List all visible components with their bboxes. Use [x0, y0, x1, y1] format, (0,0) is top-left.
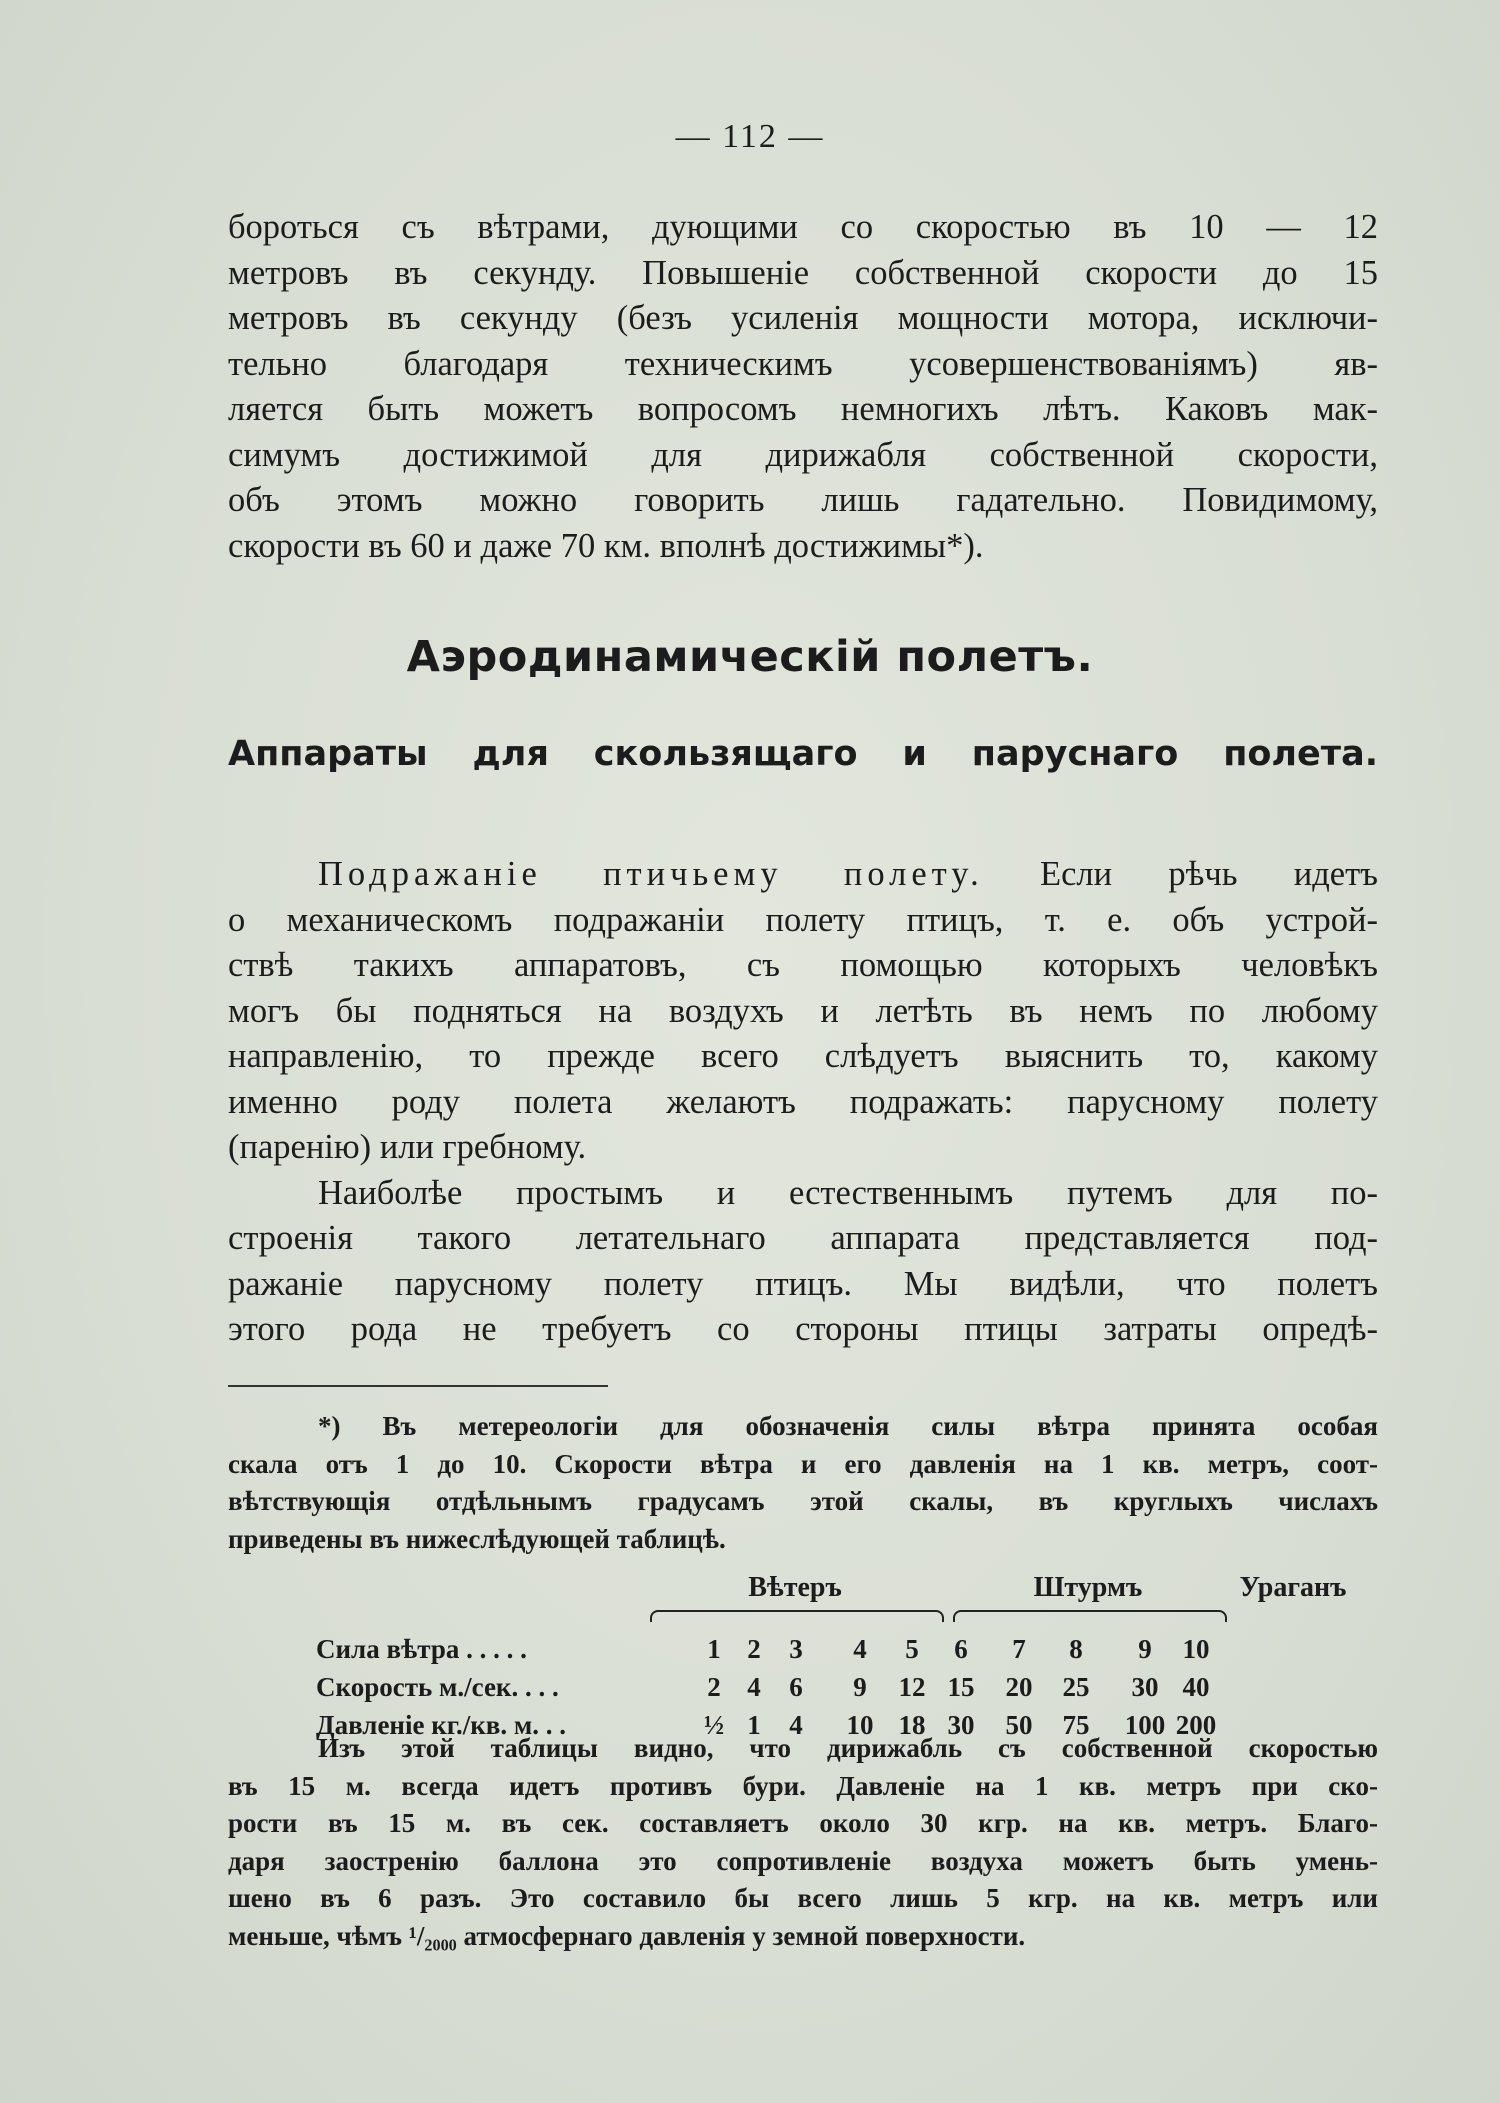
table-cell: ½ [703, 1710, 725, 1740]
table-group-header-storm: Штурмъ [1033, 1572, 1143, 1603]
table-cell: 20 [1005, 1672, 1033, 1702]
table-cell: 75 [1062, 1710, 1090, 1740]
paragraph-1 [228, 205, 1378, 569]
table-cell: 1 [747, 1710, 761, 1740]
footnote-line: меньше, чѣмъ ¹/₂₀₀₀ атмосфернаго давленія у земной поверхности. [228, 1920, 1026, 1951]
table-cell: 10 [846, 1710, 874, 1740]
paragraph-1-line: метровъ въ секунду (безъ усиленія мощности мотора, исключи- [228, 299, 1378, 337]
table-cell: 50 [1005, 1710, 1033, 1740]
wind-scale-table [228, 1572, 1378, 1740]
table-row [316, 1672, 1378, 1708]
section-heading: Аэродинамическій полетъ. [406, 632, 1094, 682]
table-cell: 2 [707, 1672, 721, 1702]
paragraph-1-line: объ этомъ можно говорить лишь гадательно. Повидимому, [228, 481, 1378, 519]
paragraph-1-line: тельно благодаря техническимъ усовершенствованіямъ) яв- [228, 344, 1378, 383]
paragraph-3-line: строенія такого летательнаго аппарата представляется под- [228, 1219, 1378, 1257]
paragraph-3-line: Наиболѣе простымъ и естественнымъ путемъ для по- [318, 1173, 1378, 1212]
paragraph-1-line: бороться съ вѣтрами, дующими со скоростью въ 10 — 12 [228, 208, 1378, 246]
paragraph-3-line: ражаніе парусному полету птицъ. Мы видѣли, что полетъ [228, 1264, 1378, 1303]
table-cell: 15 [947, 1672, 975, 1702]
table-cell: 4 [853, 1634, 867, 1664]
paragraph-1-line: ляется быть можетъ вопросомъ немногихъ лѣтъ. Каковъ мак- [228, 390, 1378, 428]
spaced-phrase: Подражаніе птичьему полету. [318, 855, 984, 893]
paragraph-1-line: симумъ достижимой для дирижабля собственной скорости, [228, 435, 1378, 474]
table-cell: 12 [898, 1672, 926, 1702]
table-cell: 8 [1069, 1634, 1083, 1664]
table-cell: 4 [747, 1672, 761, 1702]
footnote-line: даря заостренію баллона это сопротивленіе воздуха можетъ быть умень- [228, 1845, 1378, 1876]
table-cell: 25 [1062, 1672, 1090, 1702]
table-cell: 30 [947, 1710, 975, 1740]
table-row [316, 1634, 1378, 1670]
paragraph-2 [228, 852, 1378, 1171]
table-cell: 9 [853, 1672, 867, 1702]
footnote-line: Изъ этой таблицы видно, что дирижабль съ собственной скоростью [318, 1733, 1378, 1763]
footnote-continued [228, 1730, 1378, 1955]
paragraph-3 [228, 1171, 1378, 1353]
footnote-line: вѣтствующія отдѣльнымъ градусамъ этой скалы, въ круглыхъ числахъ [228, 1486, 1378, 1516]
table-cell: 10 [1182, 1634, 1210, 1664]
paragraph-2-first-line [228, 852, 1378, 898]
table-cell: 200 [1175, 1710, 1217, 1740]
footnote-line: въ 15 м. всегда идетъ противъ бури. Давленіе на 1 кв. метръ при ско- [228, 1770, 1378, 1801]
table-cell: 30 [1131, 1672, 1159, 1702]
body-text [228, 852, 1378, 1353]
paragraph-2-line: ствѣ такихъ аппаратовъ, съ помощью которыхъ человѣкъ [228, 946, 1378, 984]
table-cell: 40 [1182, 1672, 1210, 1702]
table-row-label: Давленіе кг./кв. м. . . [316, 1710, 567, 1740]
table-group-brace-storm [953, 1610, 1227, 1622]
paragraph-1-line: скорости въ 60 и даже 70 км. вполнѣ достижимы*). [228, 526, 984, 565]
table-cell: 18 [898, 1710, 926, 1740]
table-group-header-hurricane: Ураганъ [1239, 1572, 1347, 1603]
footnote-line: скала отъ 1 до 10. Скорости вѣтра и его давленія на 1 кв. метръ, соот- [228, 1448, 1378, 1479]
table-cell: 100 [1124, 1710, 1166, 1740]
paragraph-2-line: о механическомъ подражаніи полету птицъ, т. е. объ устрой- [228, 900, 1378, 939]
table-group-brace-wind [650, 1610, 944, 1622]
footnote-line: приведены въ нижеслѣдующей таблицѣ. [228, 1523, 726, 1554]
footnote-divider [228, 1385, 608, 1387]
paragraph-3-line: этого рода не требуетъ со стороны птицы затраты опредѣ- [228, 1310, 1378, 1348]
table-cell: 2 [747, 1634, 761, 1664]
subsection-heading: Аппараты для скользящаго и паруснаго полета. [228, 734, 1378, 774]
table-cell: 6 [954, 1634, 968, 1664]
footnote-line: шено въ 6 разъ. Это составило бы всего лишь 5 кгр. на кв. метръ или [228, 1883, 1378, 1913]
table-group-header-wind: Вѣтеръ [748, 1572, 842, 1603]
table-cell: 6 [789, 1672, 803, 1702]
footnote [228, 1408, 1378, 1558]
table-cell: 7 [1012, 1634, 1026, 1664]
paragraph-2-line: (паренію) или гребному. [228, 1128, 587, 1166]
table-cell: 5 [905, 1634, 919, 1664]
table-cell: 9 [1138, 1634, 1152, 1664]
table-row-label: Сила вѣтра . . . . . [316, 1634, 527, 1664]
page-number: — 112 — [675, 118, 825, 155]
paragraph-2-line-0: Если рѣчь идетъ [983, 855, 1378, 893]
footnote-line: рости въ 15 м. въ сек. составляетъ около 30 кгр. на кв. метръ. Благо- [228, 1808, 1378, 1838]
footnote-line: *) Въ метереологіи для обозначенія силы вѣтра принята особая [318, 1411, 1378, 1441]
table-row-label: Скорость м./сек. . . . [316, 1672, 559, 1702]
table-cell: 3 [789, 1634, 803, 1664]
paragraph-1-line: метровъ въ секунду. Повышеніе собственной скорости до 15 [228, 253, 1378, 292]
table-cell: 4 [789, 1710, 803, 1740]
paragraph-2-line: могъ бы подняться на воздухъ и летѣть въ немъ по любому [228, 991, 1378, 1030]
paragraph-2-line: направленію, то прежде всего слѣдуетъ выяснить то, какому [228, 1037, 1378, 1075]
paragraph-continued [228, 205, 1378, 569]
paragraph-2-line: именно роду полета желаютъ подражать: парусному полету [228, 1082, 1378, 1121]
table-cell: 1 [707, 1634, 721, 1664]
